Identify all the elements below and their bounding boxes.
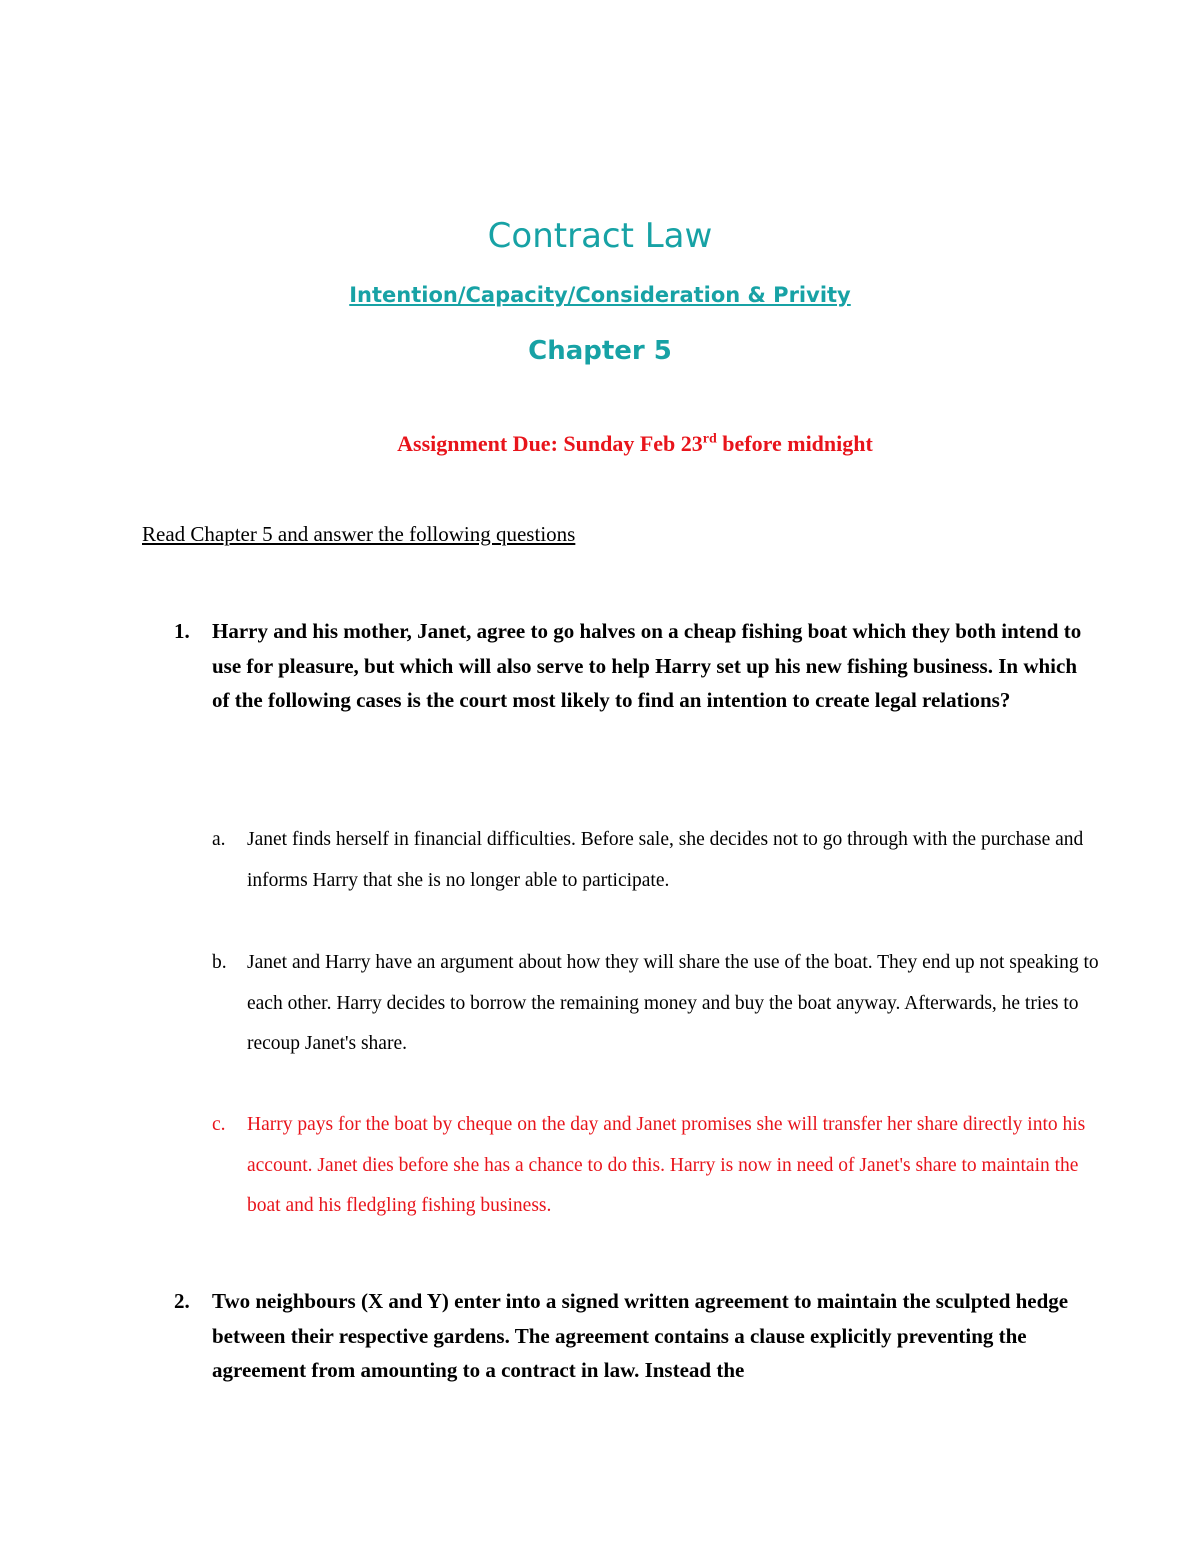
due-superscript: rd	[702, 431, 717, 447]
question-1-text: Harry and his mother, Janet, agree to go halves on a cheap fishing boat which they both intend to use for pleasure, but which will also serve to help Harry set up his new fishing business. In which of the following cases is the court most likely to find an intention to create legal relations?	[212, 619, 1082, 712]
question-2-number: 2.	[174, 1289, 190, 1313]
option-c-letter: c.	[212, 1114, 226, 1135]
option-c-text-highlighted: Harry pays for the boat by cheque on the day and Janet promises she will transfer her share directly into his account. Janet dies before she has a chance to do this. Harry is now in need of Janet's share to maintain the boat and his fledgling fishing business.	[247, 1114, 1086, 1216]
due-prefix: Assignment Due: Sunday Feb 23	[397, 431, 703, 456]
instruction-heading: Read Chapter 5 and answer the following questions	[142, 522, 576, 546]
question-2-text: Two neighbours (X and Y) enter into a signed written agreement to maintain the sculpted hedge between their respective gardens. The agreement contains a clause explicitly preventing the agreement from amounting to a contract in law. Instead the	[212, 1289, 1069, 1382]
chapter-heading: Chapter 5	[528, 336, 672, 366]
option-a-text: Janet finds herself in financial difficulties. Before sale, she decides not to go through with the purchase and informs Harry that she is no longer able to participate.	[247, 829, 1084, 891]
due-suffix: before midnight	[716, 431, 873, 456]
document-subtitle: Intention/Capacity/Consideration & Privity	[349, 283, 851, 307]
question-1-number: 1.	[174, 619, 190, 643]
option-b-letter: b.	[212, 952, 227, 973]
document-title: Contract Law	[487, 216, 713, 256]
option-b-text: Janet and Harry have an argument about how they will share the use of the boat. They end up not speaking to each other. Harry decides to borrow the remaining money and buy the boat anyway. Afterwards, he tries to recoup Janet's share.	[247, 952, 1099, 1054]
option-a-letter: a.	[212, 829, 226, 850]
assignment-due-notice	[0, 428, 1200, 460]
